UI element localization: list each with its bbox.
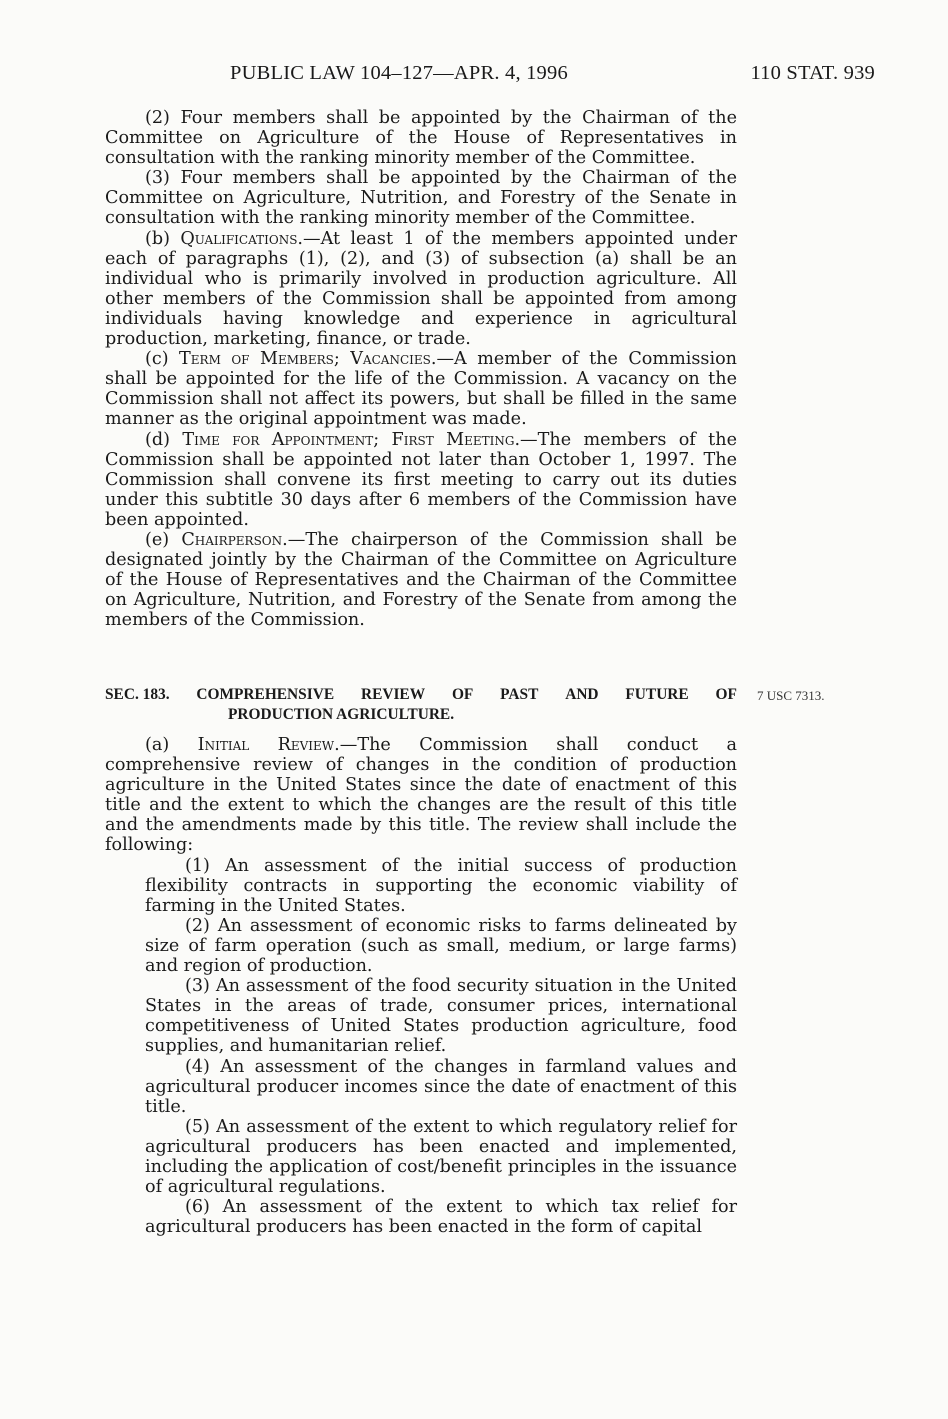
subsection-c-heading: Term of Members; Vacancies.	[179, 349, 437, 370]
review-item-6: (6) An assessment of the extent to which tax relief for agricultural producers has been enacted in the form of capital	[145, 1197, 737, 1238]
subsection-b	[105, 229, 737, 350]
statute-page-number: 110 STAT. 939	[750, 62, 875, 84]
paragraph-3: (3) Four members shall be appointed by the Chairman of the Committee on Agriculture, Nutrition, and Forestry of the Senate in consultation with the ranking minority member of the Committee.	[105, 168, 737, 229]
subsection-e-label: (e)	[145, 529, 182, 550]
section-title-word: OF	[715, 686, 737, 703]
section-title-word: FUTURE	[625, 686, 689, 703]
subsection-e-text: —The chairperson of the Commission shall be designated jointly by the Chairman of the Committee on Agriculture of the House of Representatives and the Chairman of the Committee on Agriculture, Nutrition, and Forestry of the Senate from among the members of the Commission.	[105, 529, 737, 631]
subsection-a-heading: Initial Review.	[197, 735, 340, 755]
section-heading-line-2: PRODUCTION AGRICULTURE.	[228, 706, 455, 723]
subsection-a-label: (a)	[145, 735, 198, 755]
review-item-3: (3) An assessment of the food security situation in the United States in the areas of trade, consumer prices, international competitiveness of United States production agriculture, food supplies, and humanitarian relief.	[145, 976, 737, 1057]
review-item-5: (5) An assessment of the extent to which regulatory relief for agricultural producers has been enacted and implemented, including the application of cost/benefit principles in the issuance of agricultural regulations.	[145, 1116, 737, 1198]
subsection-c-text: —A member of the Commission shall be appointed for the life of the Commission. A vacancy on the Commission shall not affect its powers, but shall be filled in the same manner as the original appointment was made.	[105, 349, 737, 430]
subsection-a	[105, 735, 737, 856]
section-heading	[105, 685, 737, 725]
section-title-word: COMPREHENSIVE	[196, 686, 335, 703]
page-header	[230, 62, 875, 90]
subsection-text-block	[105, 108, 737, 630]
subsection-d	[105, 430, 737, 530]
usc-margin-note: 7 USC 7313.	[757, 688, 825, 703]
subsection-e-heading: Chairperson.	[181, 529, 288, 550]
review-item-4: (4) An assessment of the changes in farmland values and agricultural producer incomes since the date of enactment of this title.	[145, 1056, 737, 1117]
section-heading-line-1	[105, 685, 737, 705]
subsection-a-text: —The Commission shall conduct a comprehensive review of changes in the condition of production agriculture in the United States since the date of enactment of this title and the extent to which the changes are the result of this title and the amendments made by this title. The review shall include the following:	[105, 735, 738, 856]
subsection-c-label: (c)	[145, 349, 180, 370]
section-title-word: PAST	[500, 686, 539, 703]
subsection-e	[105, 530, 737, 630]
subsection-d-heading: Time for Appointment; First Meeting.	[182, 429, 521, 450]
section-title-word: REVIEW	[360, 686, 426, 703]
subsection-b-heading: Qualifications.	[180, 228, 304, 249]
review-item-2: (2) An assessment of economic risks to farms delineated by size of farm operation (such as small, medium, or large farms) and region of production.	[145, 915, 737, 977]
section-title-word: AND	[565, 686, 599, 703]
subsection-d-label: (d)	[145, 429, 183, 450]
paragraph-2: (2) Four members shall be appointed by the Chairman of the Committee on Agriculture of the House of Representatives in consultation with the ranking minority member of the Committee.	[105, 108, 737, 169]
section-number: SEC. 183.	[105, 686, 170, 703]
review-item-1: (1) An assessment of the initial success of production flexibility contracts in supporting the economic viability of farming in the United States.	[145, 855, 737, 916]
section-title-word: OF	[451, 686, 474, 703]
section-183-text-block	[105, 735, 737, 1237]
subsection-b-label: (b)	[145, 228, 181, 249]
subsection-c	[105, 349, 737, 429]
subsection-b-text: —At least 1 of the members appointed under each of paragraphs (1), (2), and (3) of subsection (a) shall be an individual who is primarily involved in production agriculture. All other members of the Commission shall be appointed from among individuals having knowledge and experience in agricultural production, marketing, finance, or trade.	[105, 228, 737, 350]
public-law-title: PUBLIC LAW 104–127—APR. 4, 1996	[230, 62, 568, 84]
subsection-d-text: —The members of the Commission shall be appointed not later than October 1, 1997. The Commission shall convene its first meeting to carry out its duties under this subtitle 30 days after 6 members of the Commission have been appointed.	[105, 429, 737, 530]
